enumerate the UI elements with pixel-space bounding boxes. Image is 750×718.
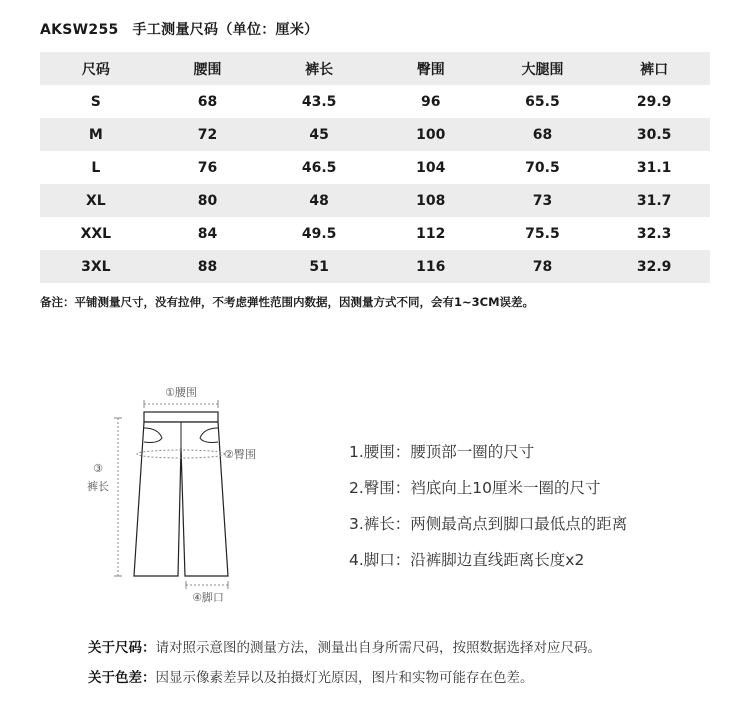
table-cell: 32.9 — [636, 258, 672, 275]
table-row — [40, 118, 710, 151]
table-cell: 43.5 — [301, 93, 337, 110]
table-cell: 51 — [309, 258, 329, 275]
table-cell: 100 — [416, 126, 446, 143]
table-cell: M — [88, 126, 103, 143]
table-cell: 73 — [532, 192, 553, 209]
about-size-text: 请对照示意图的测量方法，测量出自身所需尺码，按照数据选择对应尺码。 — [155, 640, 601, 656]
table-cell: 76 — [197, 159, 218, 176]
table-row — [40, 85, 710, 118]
table-cell: S — [90, 93, 101, 110]
table-cell: 68 — [532, 126, 553, 143]
hip-label: ②臀围 — [224, 448, 256, 461]
table-cell: 45 — [309, 126, 329, 143]
definition-length: 3.裤长：两侧最高点到脚口最低点的距离 — [349, 515, 628, 533]
table-row — [40, 151, 710, 184]
table-cell: 68 — [197, 93, 218, 110]
page-title — [40, 19, 318, 39]
table-cell: 31.7 — [636, 192, 672, 209]
table-cell: 30.5 — [636, 126, 672, 143]
about-size-label: 关于尺码： — [88, 640, 156, 656]
table-cell: 104 — [416, 159, 446, 176]
table-cell: L — [91, 159, 101, 176]
table-row — [40, 250, 710, 283]
table-cell: 49.5 — [301, 225, 337, 242]
column-header: 腰围 — [193, 61, 222, 78]
about-color-text: 因显示像素差异以及拍摄灯光原因，图片和实物可能存在色差。 — [155, 670, 534, 686]
table-cell: 70.5 — [525, 159, 560, 176]
table-cell: 3XL — [81, 258, 111, 275]
product-code: AKSW255 — [40, 22, 119, 38]
table-cell: 96 — [421, 93, 441, 110]
column-header: 裤口 — [640, 61, 669, 78]
about-color-label: 关于色差： — [88, 670, 156, 686]
table-cell: 108 — [416, 192, 446, 209]
hem-label: ④脚口 — [192, 591, 224, 604]
title-text: 手工测量尺码（单位：厘米） — [132, 22, 319, 38]
table-cell: 112 — [416, 225, 446, 242]
column-header: 大腿围 — [521, 61, 564, 78]
pants-diagram — [80, 378, 280, 608]
table-cell: 46.5 — [301, 159, 337, 176]
table-cell: 31.1 — [636, 159, 672, 176]
table-cell: 72 — [197, 126, 218, 143]
table-header-row — [40, 52, 710, 85]
table-cell: 75.5 — [525, 225, 560, 242]
definition-hip: 2.臀围：裆底向上10厘米一圈的尺寸 — [349, 479, 601, 497]
length-label: 裤长 — [87, 480, 109, 493]
measurement-note: 备注：平铺测量尺寸，没有拉伸，不考虑弹性范围内数据，因测量方式不同，会有1~3CM误差。 — [40, 295, 535, 309]
definition-hem: 4.脚口：沿裤脚边直线距离长度x2 — [349, 551, 585, 569]
table-cell: XXL — [80, 225, 112, 242]
pants-illustration — [80, 378, 280, 608]
table-cell: 32.3 — [636, 225, 672, 242]
table-row — [40, 217, 710, 250]
table-cell: 80 — [197, 192, 218, 209]
table-cell: 116 — [416, 258, 446, 275]
size-table — [40, 52, 710, 283]
about-size — [88, 636, 601, 656]
table-row — [40, 184, 710, 217]
table-cell: 48 — [309, 192, 329, 209]
table-cell: 88 — [197, 258, 218, 275]
waist-label: ①腰围 — [165, 386, 197, 399]
table-cell: 65.5 — [525, 93, 560, 110]
table-cell: 29.9 — [636, 93, 672, 110]
table-cell: 78 — [532, 258, 553, 275]
definition-waist: 1.腰围：腰顶部一圈的尺寸 — [349, 443, 535, 461]
waistband — [144, 412, 218, 422]
about-color — [88, 666, 534, 686]
table-cell: XL — [85, 192, 106, 209]
table-cell: 84 — [197, 225, 218, 242]
length-number: ③ — [93, 462, 103, 475]
definitions-list — [349, 440, 627, 584]
column-header: 裤长 — [305, 61, 334, 78]
column-header: 尺码 — [81, 61, 110, 78]
column-header: 臀围 — [416, 61, 445, 78]
